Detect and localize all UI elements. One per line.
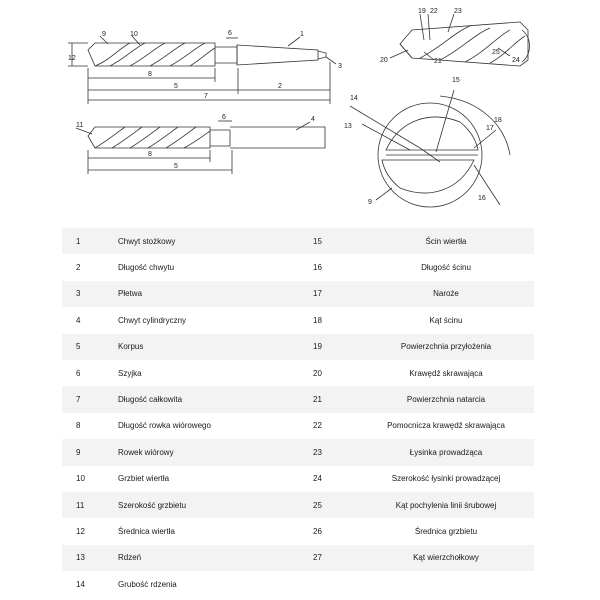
legend-row bbox=[62, 518, 534, 544]
legend-label: Szerokość grzbietu bbox=[116, 492, 313, 518]
legend-number: 13 bbox=[62, 545, 116, 571]
legend-number: 12 bbox=[62, 518, 116, 544]
legend-label: Grzbiet wiertła bbox=[116, 466, 313, 492]
callout: 13 bbox=[344, 123, 352, 130]
legend-number: 21 bbox=[313, 386, 358, 412]
legend-row bbox=[62, 466, 534, 492]
legend-label: Kąt pochylenia linii śrubowej bbox=[358, 492, 534, 518]
legend-number: 3 bbox=[62, 281, 116, 307]
legend-number: 4 bbox=[62, 307, 116, 333]
legend-number: 6 bbox=[62, 360, 116, 386]
legend-row bbox=[62, 228, 534, 254]
legend-number: 11 bbox=[62, 492, 116, 518]
legend-number: 10 bbox=[62, 466, 116, 492]
legend-row bbox=[62, 439, 534, 465]
callout: 5 bbox=[174, 83, 178, 90]
legend-label: Długość ścinu bbox=[358, 254, 534, 280]
callout: 1 bbox=[300, 31, 304, 38]
callout: 17 bbox=[486, 125, 494, 132]
legend-label: Grubość rdzenia bbox=[116, 571, 313, 597]
legend-label: Powierzchnia natarcia bbox=[358, 386, 534, 412]
callout: 8 bbox=[148, 151, 152, 158]
legend-number: 15 bbox=[313, 228, 358, 254]
callout-labels bbox=[68, 8, 520, 206]
callout: 8 bbox=[148, 71, 152, 78]
legend-label: Rowek wiórowy bbox=[116, 439, 313, 465]
legend-row bbox=[62, 413, 534, 439]
callout: 18 bbox=[494, 117, 502, 124]
legend-number: 19 bbox=[313, 334, 358, 360]
legend-number: 16 bbox=[313, 254, 358, 280]
callout: 11 bbox=[76, 122, 84, 129]
legend-number: 22 bbox=[313, 413, 358, 439]
legend-number: 18 bbox=[313, 307, 358, 333]
legend-label bbox=[358, 571, 534, 597]
legend-table bbox=[62, 228, 534, 597]
legend-label: Chwyt cylindryczny bbox=[116, 307, 313, 333]
legend-row bbox=[62, 545, 534, 571]
cross-section-view bbox=[350, 90, 510, 207]
legend-row bbox=[62, 386, 534, 412]
legend-number: 1 bbox=[62, 228, 116, 254]
callout: 3 bbox=[338, 63, 342, 70]
legend-label: Powierzchnia przyłożenia bbox=[358, 334, 534, 360]
callout: 24 bbox=[512, 57, 520, 64]
legend-number: 17 bbox=[313, 281, 358, 307]
legend-number: 9 bbox=[62, 439, 116, 465]
legend-label: Pomocnicza krawędź skrawająca bbox=[358, 413, 534, 439]
taper-shank-drill bbox=[68, 36, 336, 104]
legend-label: Średnica wiertła bbox=[116, 518, 313, 544]
callout: 20 bbox=[380, 57, 388, 64]
legend-label: Długość chwytu bbox=[116, 254, 313, 280]
legend-label: Chwyt stożkowy bbox=[116, 228, 313, 254]
callout: 7 bbox=[204, 93, 208, 100]
callout: 14 bbox=[350, 95, 358, 102]
legend-label: Średnica grzbietu bbox=[358, 518, 534, 544]
legend-label: Naroże bbox=[358, 281, 534, 307]
callout: 4 bbox=[311, 116, 315, 123]
callout: 21 bbox=[434, 58, 442, 65]
legend-label: Szerokość łysinki prowadzącej bbox=[358, 466, 534, 492]
legend-label: Ścin wiertła bbox=[358, 228, 534, 254]
legend-number: 25 bbox=[313, 492, 358, 518]
legend-label: Kąt wierzchołkowy bbox=[358, 545, 534, 571]
callout: 23 bbox=[454, 8, 462, 15]
callout: 6 bbox=[228, 30, 232, 37]
callout: 2 bbox=[278, 83, 282, 90]
legend-row bbox=[62, 571, 534, 597]
legend-label: Płetwa bbox=[116, 281, 313, 307]
callout: 9 bbox=[102, 31, 106, 38]
legend-number: 8 bbox=[62, 413, 116, 439]
legend-label: Krawędź skrawająca bbox=[358, 360, 534, 386]
legend-label: Łysinka prowadząca bbox=[358, 439, 534, 465]
straight-shank-drill bbox=[76, 121, 325, 174]
legend-row bbox=[62, 281, 534, 307]
callout: 9 bbox=[368, 199, 372, 206]
callout: 19 bbox=[418, 8, 426, 15]
legend-row bbox=[62, 334, 534, 360]
drill-diagram bbox=[0, 0, 600, 222]
legend-number bbox=[313, 571, 358, 597]
callout: 15 bbox=[452, 77, 460, 84]
callout: 25 bbox=[492, 49, 500, 56]
legend-label: Kąt ścinu bbox=[358, 307, 534, 333]
callout: 6 bbox=[222, 114, 226, 121]
legend-label: Korpus bbox=[116, 334, 313, 360]
callout: 10 bbox=[130, 31, 138, 38]
legend-label: Długość całkowita bbox=[116, 386, 313, 412]
legend-number: 5 bbox=[62, 334, 116, 360]
legend-label: Rdzeń bbox=[116, 545, 313, 571]
callout: 16 bbox=[478, 195, 486, 202]
legend-row bbox=[62, 492, 534, 518]
legend-number: 20 bbox=[313, 360, 358, 386]
legend-row bbox=[62, 307, 534, 333]
legend-row bbox=[62, 254, 534, 280]
legend-number: 27 bbox=[313, 545, 358, 571]
callout: 12 bbox=[68, 55, 76, 62]
legend-number: 7 bbox=[62, 386, 116, 412]
legend-label: Długość rowka wiórowego bbox=[116, 413, 313, 439]
legend-row bbox=[62, 360, 534, 386]
legend-number: 14 bbox=[62, 571, 116, 597]
legend-label: Szyjka bbox=[116, 360, 313, 386]
callout: 22 bbox=[430, 8, 438, 15]
drill-tip-detail bbox=[390, 14, 530, 66]
legend-number: 26 bbox=[313, 518, 358, 544]
legend-number: 24 bbox=[313, 466, 358, 492]
legend-number: 23 bbox=[313, 439, 358, 465]
callout: 5 bbox=[174, 163, 178, 170]
legend-number: 2 bbox=[62, 254, 116, 280]
